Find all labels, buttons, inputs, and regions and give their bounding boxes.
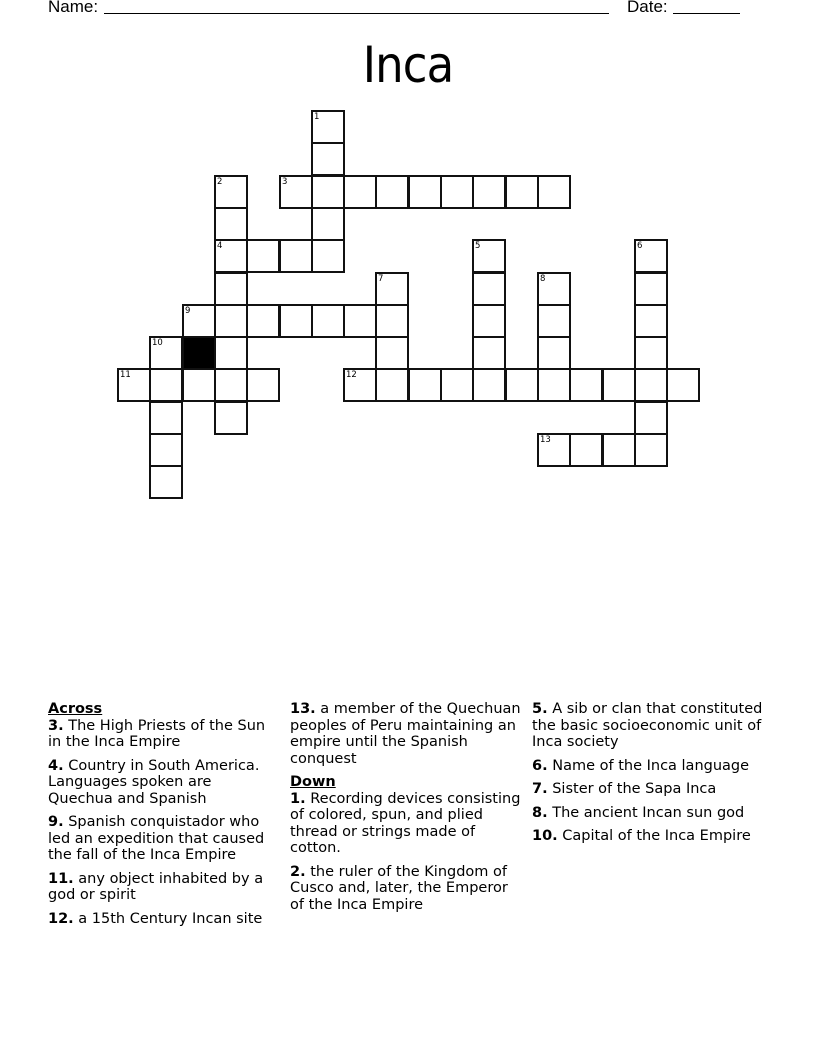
grid-cell[interactable] bbox=[214, 368, 248, 402]
down-heading: Down bbox=[290, 774, 336, 790]
clue-number: 12. bbox=[48, 910, 74, 927]
grid-cell[interactable] bbox=[214, 207, 248, 241]
clue-number: 1. bbox=[290, 790, 306, 807]
grid-cell[interactable] bbox=[375, 336, 409, 370]
blocked-cell bbox=[182, 336, 216, 370]
grid-cell-5[interactable] bbox=[472, 239, 506, 273]
grid-cell[interactable] bbox=[472, 272, 506, 306]
cell-number: 11 bbox=[120, 370, 131, 380]
clue-across-13 bbox=[290, 701, 522, 767]
grid-cell[interactable] bbox=[472, 368, 506, 402]
grid-cell[interactable] bbox=[440, 175, 474, 209]
grid-cell[interactable] bbox=[311, 239, 345, 273]
grid-cell[interactable] bbox=[311, 207, 345, 241]
page-title: Inca bbox=[362, 36, 454, 94]
clue-across-12 bbox=[48, 911, 280, 928]
grid-cell[interactable] bbox=[569, 433, 603, 467]
clue-text: Capital of the Inca Empire bbox=[562, 828, 751, 844]
cell-number: 4 bbox=[217, 241, 223, 251]
grid-cell[interactable] bbox=[149, 401, 183, 435]
clue-number: 9. bbox=[48, 814, 64, 830]
clue-column-1 bbox=[48, 701, 280, 934]
grid-cell[interactable] bbox=[343, 175, 377, 209]
clue-text: Sister of the Sapa Inca bbox=[552, 781, 717, 797]
clue-number: 2. bbox=[290, 863, 306, 880]
grid-cell[interactable] bbox=[279, 304, 313, 338]
clue-number: 5. bbox=[532, 701, 548, 717]
grid-cell-1[interactable] bbox=[311, 110, 345, 144]
grid-cell[interactable] bbox=[472, 304, 506, 338]
grid-cell[interactable] bbox=[634, 272, 668, 306]
grid-cell[interactable] bbox=[505, 368, 539, 402]
grid-cell[interactable] bbox=[634, 368, 668, 402]
grid-cell[interactable] bbox=[505, 175, 539, 209]
clue-text: The ancient Incan sun god bbox=[552, 804, 745, 821]
crossword-grid bbox=[0, 0, 816, 520]
cell-number: 12 bbox=[346, 370, 357, 380]
clue-number: 7. bbox=[532, 781, 548, 797]
grid-cell[interactable] bbox=[311, 304, 345, 338]
cell-number: 5 bbox=[475, 241, 481, 251]
clue-text: The High Priests of the Sun in the Inca Empire bbox=[48, 717, 266, 750]
grid-cell-12[interactable] bbox=[343, 368, 377, 402]
grid-cell[interactable] bbox=[246, 368, 280, 402]
grid-cell[interactable] bbox=[375, 175, 409, 209]
grid-cell[interactable] bbox=[149, 368, 183, 402]
clue-column-3 bbox=[532, 701, 764, 852]
grid-cell[interactable] bbox=[472, 175, 506, 209]
grid-cell-3[interactable] bbox=[279, 175, 313, 209]
grid-cell[interactable] bbox=[375, 368, 409, 402]
clue-text: Name of the Inca language bbox=[552, 757, 750, 774]
grid-cell[interactable] bbox=[408, 368, 442, 402]
cell-number: 2 bbox=[217, 177, 223, 187]
grid-cell[interactable] bbox=[214, 272, 248, 306]
grid-cell[interactable] bbox=[279, 239, 313, 273]
grid-cell-10[interactable] bbox=[149, 336, 183, 370]
grid-cell[interactable] bbox=[666, 368, 700, 402]
clue-down-6 bbox=[532, 758, 764, 775]
grid-cell[interactable] bbox=[537, 336, 571, 370]
grid-cell[interactable] bbox=[634, 433, 668, 467]
clue-down-8 bbox=[532, 805, 764, 822]
grid-cell[interactable] bbox=[569, 368, 603, 402]
clue-number: 6. bbox=[532, 757, 548, 774]
grid-cell[interactable] bbox=[149, 465, 183, 499]
clue-number: 10. bbox=[532, 828, 558, 844]
grid-cell[interactable] bbox=[408, 175, 442, 209]
name-label: Name: bbox=[48, 0, 99, 16]
clue-text: Recording devices consisting of colored, spun, and plied thread or strings made of cotton. bbox=[290, 790, 521, 856]
grid-cell-7[interactable] bbox=[375, 272, 409, 306]
grid-cell[interactable] bbox=[246, 239, 280, 273]
clue-across-4 bbox=[48, 758, 280, 808]
cell-number: 13 bbox=[540, 435, 551, 445]
grid-cell[interactable] bbox=[246, 304, 280, 338]
grid-cell-4[interactable] bbox=[214, 239, 248, 273]
clue-text: Spanish conquistador who led an expedition that caused the fall of the Inca Empire bbox=[48, 814, 265, 863]
grid-cell[interactable] bbox=[214, 336, 248, 370]
grid-cell[interactable] bbox=[375, 304, 409, 338]
grid-cell[interactable] bbox=[634, 336, 668, 370]
clue-across-11 bbox=[48, 871, 280, 904]
grid-cell[interactable] bbox=[472, 336, 506, 370]
across-heading: Across bbox=[48, 701, 103, 717]
grid-cell[interactable] bbox=[343, 304, 377, 338]
grid-cell[interactable] bbox=[634, 401, 668, 435]
clue-text: a 15th Century Incan site bbox=[78, 910, 263, 927]
cell-number: 10 bbox=[152, 338, 163, 348]
grid-cell[interactable] bbox=[537, 304, 571, 338]
grid-cell[interactable] bbox=[634, 304, 668, 338]
cell-number: 9 bbox=[185, 306, 191, 316]
date-label: Date: bbox=[627, 0, 668, 16]
grid-cell[interactable] bbox=[214, 304, 248, 338]
clue-down-2 bbox=[290, 864, 522, 914]
clue-down-5 bbox=[532, 701, 764, 751]
grid-cell[interactable] bbox=[602, 368, 636, 402]
clue-number: 4. bbox=[48, 757, 64, 774]
grid-cell-9[interactable] bbox=[182, 304, 216, 338]
grid-cell-11[interactable] bbox=[117, 368, 151, 402]
cell-number: 3 bbox=[282, 177, 288, 187]
clue-text: A sib or clan that constituted the basic socioeconomic unit of Inca society bbox=[532, 701, 763, 750]
clue-down-7 bbox=[532, 781, 764, 798]
grid-cell-2[interactable] bbox=[214, 175, 248, 209]
grid-cell[interactable] bbox=[537, 175, 571, 209]
cell-number: 7 bbox=[378, 274, 384, 284]
clue-text: any object inhabited by a god or spirit bbox=[48, 870, 264, 903]
cell-number: 1 bbox=[314, 112, 320, 122]
grid-cell[interactable] bbox=[537, 368, 571, 402]
grid-cell-6[interactable] bbox=[634, 239, 668, 273]
grid-cell[interactable] bbox=[182, 368, 216, 402]
clue-number: 11. bbox=[48, 870, 74, 887]
clue-text: the ruler of the Kingdom of Cusco and, later, the Emperor of the Inca Empire bbox=[290, 863, 508, 913]
grid-cell-8[interactable] bbox=[537, 272, 571, 306]
clue-down-10 bbox=[532, 828, 764, 845]
grid-cell[interactable] bbox=[440, 368, 474, 402]
clue-column-2 bbox=[290, 701, 522, 920]
clue-text: a member of the Quechuan peoples of Peru maintaining an empire until the Spanish conquest bbox=[290, 701, 521, 767]
clue-across-3 bbox=[48, 718, 280, 751]
clue-number: 8. bbox=[532, 804, 548, 821]
clue-down-1 bbox=[290, 791, 522, 857]
grid-cell[interactable] bbox=[311, 175, 345, 209]
clue-number: 3. bbox=[48, 717, 64, 734]
clue-across-9 bbox=[48, 814, 280, 864]
grid-cell-13[interactable] bbox=[537, 433, 571, 467]
clue-text: Country in South America. Languages spoken are Quechua and Spanish bbox=[48, 757, 260, 807]
grid-cell[interactable] bbox=[214, 401, 248, 435]
grid-cell[interactable] bbox=[311, 142, 345, 176]
grid-cell[interactable] bbox=[602, 433, 636, 467]
cell-number: 6 bbox=[637, 241, 643, 251]
cell-number: 8 bbox=[540, 274, 546, 284]
grid-cell[interactable] bbox=[149, 433, 183, 467]
clue-number: 13. bbox=[290, 701, 316, 717]
